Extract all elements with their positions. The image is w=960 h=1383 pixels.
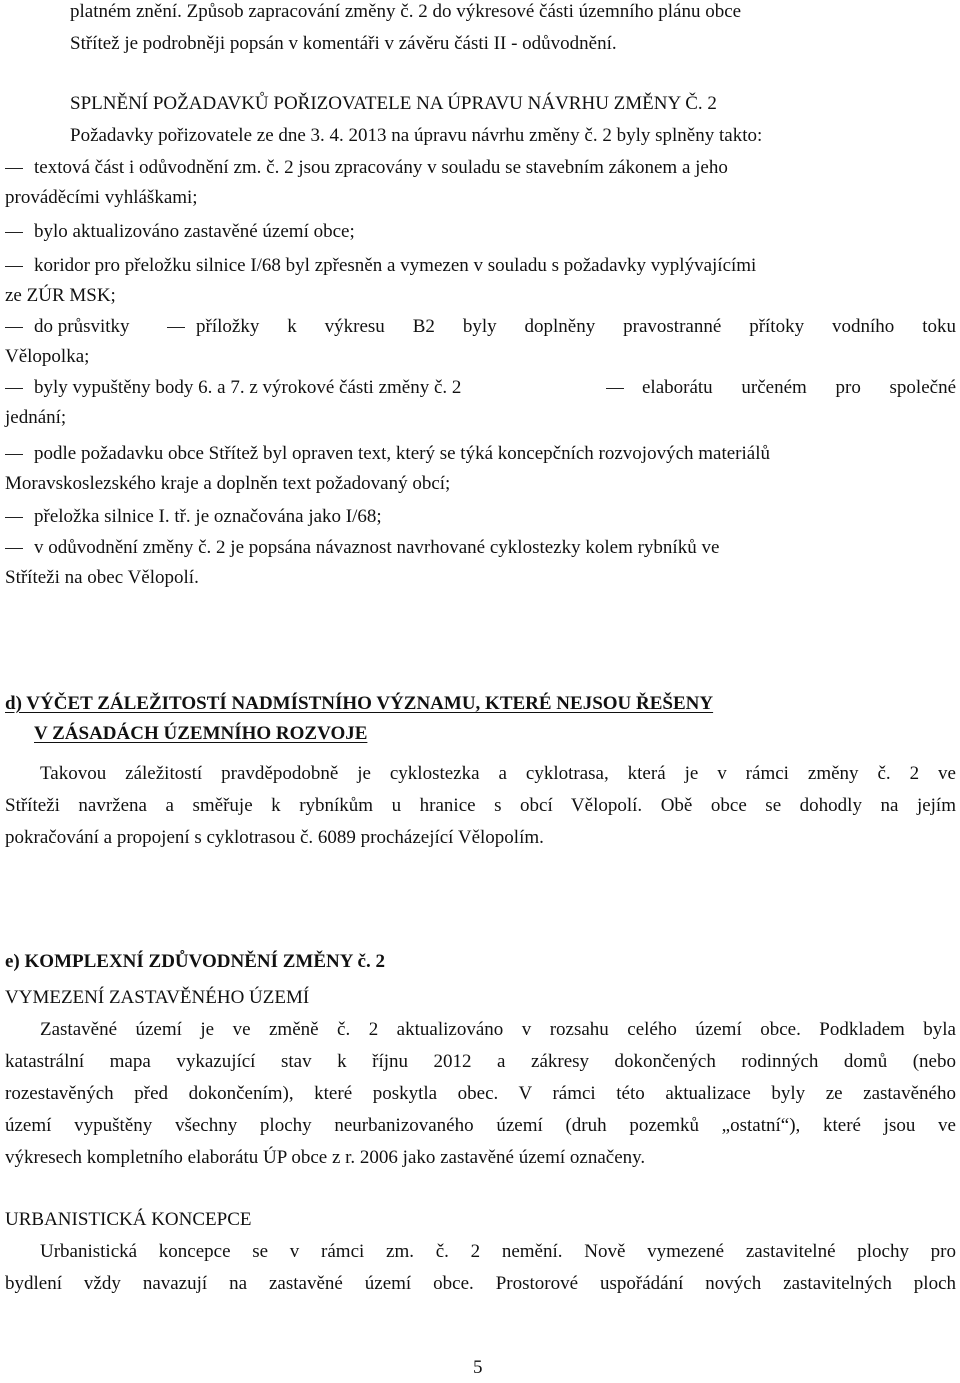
list-dash (5, 388, 23, 389)
section-e-para-1-line-4: území vypuštěny všechny plochy neurbanizovaného území (druh pozemků „ostatní“), které jsou ve (5, 1115, 956, 1136)
list-dash (5, 168, 23, 169)
list-item-7: přeložka silnice I. tř. je označována jako I/68; (34, 506, 382, 527)
page-number: 5 (473, 1357, 483, 1378)
section-d-heading-line-1: d) VÝČET ZÁLEŽITOSTÍ NADMÍSTNÍHO VÝZNAMU, KTERÉ NEJSOU ŘEŠENY (5, 693, 714, 714)
section-e-subheading-2: URBANISTICKÁ KONCEPCE (5, 1209, 252, 1230)
list-dash (5, 232, 23, 233)
requirements-intro: Požadavky pořizovatele ze dne 3. 4. 2013 na úpravu návrhu změny č. 2 byly splněny takto: (70, 125, 763, 146)
section-d-para-line-1: Takovou záležitostí pravděpodobně je cyklostezka a cyklotrasa, která je v rámci změny č. 2 ve (40, 763, 956, 784)
section-e-para-1-line-5: výkresech kompletního elaborátu ÚP obce z r. 2006 jako zastavěné území označeny. (5, 1147, 646, 1168)
section-e-para-1-line-2: katastrální mapa vykazující stav k říjnu 2012 a zákresy dokončených rodinných domů (nebo (5, 1051, 956, 1072)
list-item-1-line-1: textová část i odůvodnění zm. č. 2 jsou zpracovány v souladu se stavebním zákonem a jeho (34, 157, 728, 178)
list-item-8-line-1: v odůvodnění změny č. 2 je popsána návaznost navrhované cyklostezky kolem rybníků ve (34, 537, 720, 558)
list-item-4-line-1b: příložky k výkresu B2 byly doplněny pravostranné přítoky vodního toku (196, 316, 956, 337)
list-dash (5, 454, 23, 455)
section-d-heading-line-2: V ZÁSADÁCH ÚZEMNÍHO ROZVOJE (34, 723, 368, 744)
list-dash (5, 266, 23, 267)
list-item-5-line-2: jednání; (5, 407, 67, 428)
requirements-heading: SPLNĚNÍ POŽADAVKŮ POŘIZOVATELE NA ÚPRAVU NÁVRHU ZMĚNY Č. 2 (70, 93, 717, 114)
section-d-para-line-2: Stříteži navržena a směřuje k rybníkům u hranice s obcí Vělopolí. Obě obce se dohodly na jejím (5, 795, 956, 816)
list-item-6-line-2: Moravskoslezského kraje a doplněn text požadovaný obcí; (5, 473, 451, 494)
inline-dash (167, 327, 185, 328)
list-item-3-line-1: koridor pro přeložku silnice I/68 byl zpřesněn a vymezen v souladu s požadavky vyplývajícími (34, 255, 757, 276)
inline-dash (606, 388, 624, 389)
intro-line-2: Střítež je podrobněji popsán v komentáři v závěru části II - odůvodnění. (70, 33, 617, 54)
section-e-para-2-line-1: Urbanistická koncepce se v rámci zm. č. 2 nemění. Nově vymezené zastavitelné plochy pro (40, 1241, 956, 1262)
list-item-5-line-1b: elaborátu určeném pro společné (642, 377, 956, 398)
section-e-para-2-line-2: bydlení vždy navazují na zastavěné území obce. Prostorové uspořádání nových zastavitelných ploch (5, 1273, 956, 1294)
section-e-subheading-1: VYMEZENÍ ZASTAVĚNÉHO ÚZEMÍ (5, 987, 310, 1008)
list-item-4-line-1a: do průsvitky (34, 316, 130, 337)
list-dash (5, 548, 23, 549)
list-item-5-line-1a: byly vypuštěny body 6. a 7. z výrokové části změny č. 2 (34, 377, 462, 398)
list-item-4-line-2: Vělopolka; (5, 346, 90, 367)
list-dash (5, 327, 23, 328)
list-dash (5, 517, 23, 518)
list-item-6-line-1: podle požadavku obce Střítež byl opraven text, který se týká koncepčních rozvojových materiálů (34, 443, 770, 464)
list-item-2: bylo aktualizováno zastavěné území obce; (34, 221, 355, 242)
list-item-8-line-2: Stříteži na obec Vělopolí. (5, 567, 199, 588)
section-d-para-line-3: pokračování a propojení s cyklotrasou č. 6089 procházející Vělopolím. (5, 827, 544, 848)
list-item-1-line-2: prováděcími vyhláškami; (5, 187, 198, 208)
section-e-heading: e) KOMPLEXNÍ ZDŮVODNĚNÍ ZMĚNY č. 2 (5, 951, 385, 972)
section-e-para-1-line-3: rozestavěných před dokončením), které poskytla obec. V rámci této aktualizace byly ze zastavěného (5, 1083, 956, 1104)
intro-line-1: platném znění. Způsob zapracování změny č. 2 do výkresové části územního plánu obce (70, 1, 742, 22)
section-e-para-1-line-1: Zastavěné území je ve změně č. 2 aktualizováno v rozsahu celého území obce. Podkladem byla (40, 1019, 956, 1040)
list-item-3-line-2: ze ZÚR MSK; (5, 285, 116, 306)
